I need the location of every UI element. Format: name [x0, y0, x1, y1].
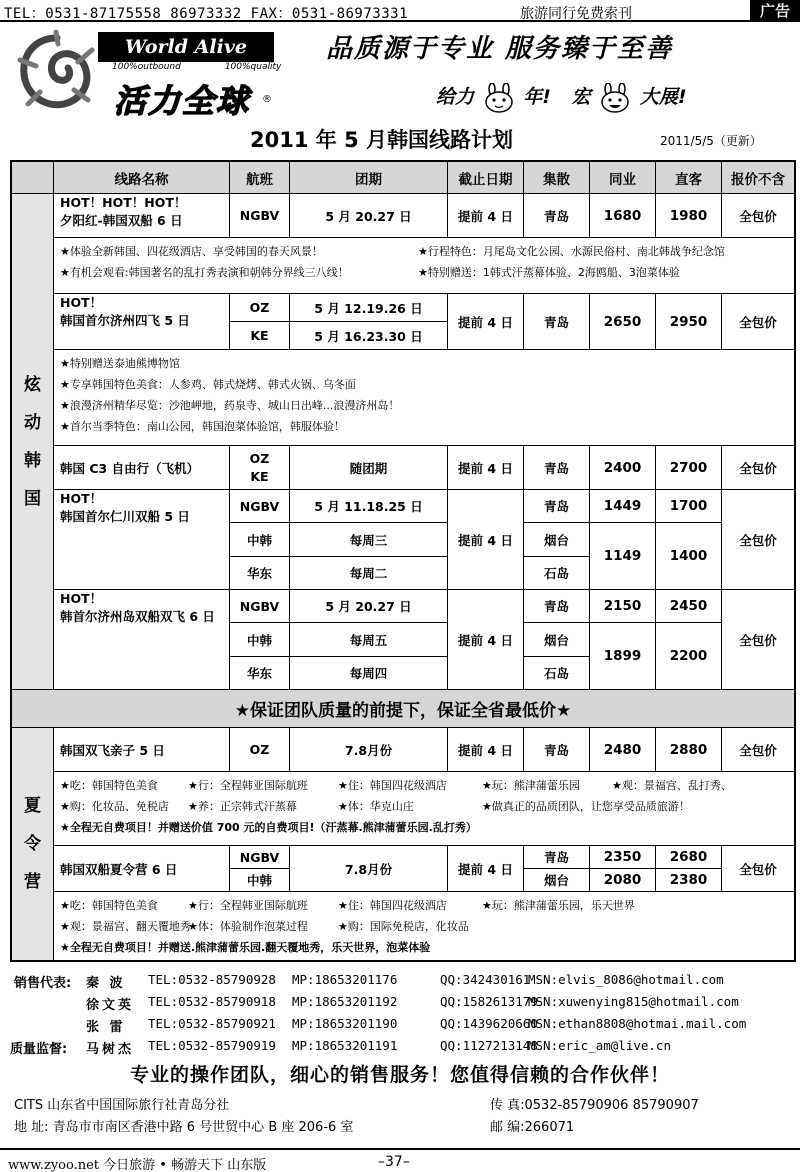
departure-city: 青岛 — [524, 728, 590, 772]
peer-price: 1149 — [590, 523, 656, 590]
route-name: 韩国双船夏令营 6 日 — [54, 846, 230, 892]
contact-mobile: MP:18653201190 — [292, 1016, 398, 1031]
route-name: 韩国 C3 自由行（飞机） — [54, 446, 230, 490]
highlight-line: ★专享韩国特色美食：人参鸡、韩式烧烤、韩式火锅、乌冬面 — [60, 378, 356, 391]
route-name — [54, 590, 230, 690]
route-name — [54, 294, 230, 350]
slogan-rabbit-year — [436, 82, 687, 113]
direct-price: 2380 — [656, 869, 722, 892]
contact-msn: MSN:xuwenying815@hotmail.com — [528, 994, 739, 1009]
route-highlights — [54, 350, 794, 446]
flight: 中韩 — [230, 523, 290, 557]
route-table — [10, 160, 796, 962]
section-korea-char: 炫 — [24, 374, 41, 395]
departure-dates: 5 月 11.18.25 日 — [290, 490, 448, 523]
direct-price: 2450 — [656, 590, 722, 623]
price-note: 全包价 — [722, 446, 794, 490]
tagline-outbound: 100%outbound — [112, 62, 181, 72]
highlight-item: ★体：华克山庄 — [338, 800, 414, 813]
highlight-line: ★特别赠送泰迪熊博物馆 — [60, 357, 180, 370]
header-deadline: 截止日期 — [448, 162, 524, 194]
departure-city: 青岛 — [524, 294, 590, 350]
direct-price: 2680 — [656, 846, 722, 869]
section-korea — [12, 194, 54, 690]
highlight-item: ★行：全程韩亚国际航班 — [188, 899, 308, 912]
peer-price: 2080 — [590, 869, 656, 892]
section-korea-char: 动 — [24, 412, 41, 433]
contact-qq: QQ:1127213148 — [440, 1038, 538, 1053]
route-hot-tag: HOT！ — [60, 491, 103, 506]
departure-city: 石岛 — [524, 657, 590, 690]
direct-price: 1980 — [656, 194, 722, 238]
contact-qq: QQ:1582613179 — [440, 994, 538, 1009]
contact-name: 徐文英 — [86, 998, 135, 1013]
deadline: 提前 4 日 — [448, 194, 524, 238]
flight: 华东 — [230, 557, 290, 590]
bottom-bar — [0, 1148, 800, 1172]
highlight-line: ★浪漫济州精华尽览：沙池岬地，药泉寺、城山日出峰...浪漫济州岛！ — [60, 399, 400, 412]
header-peer-price: 同业 — [590, 162, 656, 194]
contact-qq: QQ:342430161 — [440, 972, 531, 987]
deadline: 提前 4 日 — [448, 590, 524, 690]
flight: OZ — [230, 294, 290, 322]
peer-price: 2480 — [590, 728, 656, 772]
lowest-price-banner: ★保证团队质量的前提下，保证全省最低价★ — [12, 690, 794, 728]
header-logo-area — [0, 24, 800, 120]
highlight-line — [60, 895, 788, 916]
highlight-item: ★做真正的品质团队，让您享受品质旅游！ — [482, 800, 690, 813]
departure-dates: 7.8月份 — [290, 728, 448, 772]
flight: NGBV — [230, 846, 290, 869]
departure-city: 青岛 — [524, 194, 590, 238]
price-note: 全包价 — [722, 194, 794, 238]
contact-tel: TEL:0532-85790921 — [148, 1016, 276, 1031]
flight: 华东 — [230, 657, 290, 690]
agency-contact: TEL：0531-87175558 86973332 FAX：0531-86973331 — [4, 6, 409, 22]
departure-dates: 每周五 — [290, 623, 448, 657]
route-highlights — [54, 892, 794, 960]
route-title: 韩国首尔仁川双船 5 日 — [60, 509, 190, 524]
route-name — [54, 490, 230, 590]
header-date: 团期 — [290, 162, 448, 194]
departure-dates: 每周四 — [290, 657, 448, 690]
flight-code: OZ — [249, 450, 270, 466]
deadline: 提前 4 日 — [448, 446, 524, 490]
departure-dates: 5 月 20.27 日 — [290, 590, 448, 623]
update-date: 2011/5/5（更新） — [660, 134, 762, 148]
contact-mobile: MP:18653201191 — [292, 1038, 398, 1053]
departure-city: 烟台 — [524, 623, 590, 657]
route-hot-tag: HOT！ — [60, 295, 103, 310]
flight: OZ — [230, 728, 290, 772]
flight: 中韩 — [230, 869, 290, 892]
swirl-logo-icon — [14, 30, 100, 114]
header-excludes: 报价不含 — [722, 162, 794, 194]
header-flight: 航班 — [230, 162, 290, 194]
highlight-item: ★行程特色：月尾岛文化公园、水源民俗村、南北韩战争纪念馆 — [418, 245, 725, 258]
flight-code: KE — [250, 468, 269, 484]
top-bar — [0, 0, 800, 22]
peer-price: 2350 — [590, 846, 656, 869]
highlight-line — [60, 241, 788, 262]
contact-name: 张 雷 — [86, 1020, 126, 1035]
section-summer-char: 营 — [24, 872, 41, 892]
section-korea-char: 韩 — [24, 450, 41, 471]
slogan-word-1: 给力 — [436, 86, 475, 108]
price-note: 全包价 — [722, 590, 794, 690]
direct-price: 1400 — [656, 523, 722, 590]
company-address: 地 址: 青岛市市南区香港中路 6 号世贸中心 B 座 206-6 室 — [14, 1120, 354, 1135]
contact-mobile: MP:18653201176 — [292, 972, 398, 987]
brand-en: World Alive Tour — [98, 32, 274, 62]
price-note: 全包价 — [722, 490, 794, 590]
plan-title-row — [0, 122, 800, 154]
highlight-item: ★吃：韩国特色美食 — [60, 779, 158, 792]
deadline: 提前 4 日 — [448, 294, 524, 350]
highlight-line: ★全程无自费项目！并赠送.熊津蒲蕾乐园.翻天覆地秀，乐天世界，泡菜体验 — [60, 941, 431, 954]
contact-name: 马树杰 — [86, 1042, 135, 1057]
highlight-item: ★玩：熊津蒲蕾乐园 — [482, 779, 580, 792]
flight: 中韩 — [230, 623, 290, 657]
departure-dates: 每周二 — [290, 557, 448, 590]
peer-price: 1449 — [590, 490, 656, 523]
route-hot-tag: HOT！ — [60, 591, 103, 606]
contact-mobile: MP:18653201192 — [292, 994, 398, 1009]
flight: KE — [230, 322, 290, 350]
departure-dates: 5 月 16.23.30 日 — [290, 322, 448, 350]
flight: NGBV — [230, 590, 290, 623]
flight — [230, 446, 290, 490]
header-blank — [12, 162, 54, 194]
price-note: 全包价 — [722, 846, 794, 892]
contact-tel: TEL:0532-85790919 — [148, 1038, 276, 1053]
free-copy-notice: 旅游同行免费索刊 — [520, 6, 632, 22]
section-summer — [12, 728, 54, 960]
flight: NGBV — [230, 194, 290, 238]
departure-city: 石岛 — [524, 557, 590, 590]
route-title: 韩首尔济州岛双船双飞 6 日 — [60, 609, 215, 624]
highlight-item: ★体：体验制作泡菜过程 — [188, 920, 308, 933]
deadline: 提前 4 日 — [448, 490, 524, 590]
highlight-item: ★住：韩国四花级酒店 — [338, 779, 447, 792]
departure-city: 青岛 — [524, 590, 590, 623]
tagline-quality: 100%quality — [224, 62, 282, 72]
price-note: 全包价 — [722, 294, 794, 350]
page-number: –37– — [378, 1154, 410, 1170]
slogan-word-4: 大展! — [639, 86, 687, 108]
direct-price: 2950 — [656, 294, 722, 350]
highlight-item: ★养：正宗韩式汗蒸幕 — [188, 800, 297, 813]
route-title: 韩国首尔济州四飞 5 日 — [60, 313, 190, 328]
highlight-item: ★观：景福宫、翻天覆地秀 — [60, 920, 191, 933]
header-direct-price: 直客 — [656, 162, 722, 194]
route-highlights — [54, 238, 794, 294]
highlight-item: ★特别赠送：1韩式汗蒸幕体验、2海鸥船、3泡菜体验 — [418, 266, 680, 279]
highlight-line — [60, 262, 788, 283]
section-korea-char: 国 — [24, 488, 41, 509]
magazine-site: www.zyoo.net 今日旅游 • 畅游天下 山东版 — [8, 1158, 267, 1172]
direct-price: 1700 — [656, 490, 722, 523]
route-highlights — [54, 772, 794, 846]
contact-role: 质量监督: — [10, 1042, 68, 1057]
departure-city: 青岛 — [524, 846, 590, 869]
header-city: 集散 — [524, 162, 590, 194]
contact-tel: TEL:0532-85790918 — [148, 994, 276, 1009]
price-note: 全包价 — [722, 728, 794, 772]
contact-role: 销售代表: — [14, 976, 72, 991]
contact-msn: MSN:ethan8808@hotmai.mail.com — [528, 1016, 747, 1031]
company-name: CITS 山东省中国国际旅行社青岛分社 — [14, 1098, 230, 1113]
section-summer-char: 令 — [24, 834, 41, 854]
departure-dates: 5 月 12.19.26 日 — [290, 294, 448, 322]
peer-price: 2650 — [590, 294, 656, 350]
departure-dates: 随团期 — [290, 446, 448, 490]
highlight-item: ★观：景福宫、乱打秀、 — [612, 779, 732, 792]
slogan-word-2: 年! — [523, 86, 551, 108]
company-zip: 邮 编:266071 — [490, 1120, 575, 1135]
registered-mark: ® — [262, 94, 272, 105]
brand-taglines — [112, 62, 281, 72]
highlight-item: ★购：国际免税店，化妆品 — [338, 920, 469, 933]
peer-price: 2400 — [590, 446, 656, 490]
slogan-main: 品质源于专业 服务臻于至善 — [326, 34, 674, 64]
departure-dates: 每周三 — [290, 523, 448, 557]
highlight-line — [60, 796, 788, 817]
departure-city: 烟台 — [524, 523, 590, 557]
highlight-item: ★体验全新韩国、四花级酒店、享受韩国的春天风景！ — [60, 245, 323, 258]
contact-tel: TEL:0532-85790928 — [148, 972, 276, 987]
departure-city: 青岛 — [524, 446, 590, 490]
highlight-item: ★玩：熊津蒲蕾乐园，乐天世界 — [482, 899, 635, 912]
highlight-item: ★购：化妆品、免税店 — [60, 800, 169, 813]
highlight-line: ★全程无自费项目！并赠送价值 700 元的自费项目!（汗蒸幕.熊津蒲蕾乐园.乱打秀） — [60, 821, 477, 834]
rabbit-face-icon — [481, 83, 517, 113]
brand-cn: 活力全球 — [114, 82, 251, 120]
rabbit-face-icon — [597, 83, 633, 113]
highlight-item: ★住：韩国四花级酒店 — [338, 899, 447, 912]
deadline: 提前 4 日 — [448, 728, 524, 772]
highlight-item: ★吃：韩国特色美食 — [60, 899, 158, 912]
departure-city: 烟台 — [524, 869, 590, 892]
contact-msn: MSN:eric_am@live.cn — [528, 1038, 671, 1053]
service-motto: 专业的操作团队，细心的销售服务！您值得信赖的合作伙伴！ — [129, 1064, 670, 1086]
departure-city: 青岛 — [524, 490, 590, 523]
flight: NGBV — [230, 490, 290, 523]
contact-name: 秦 波 — [86, 976, 126, 991]
ad-badge: 广告 — [750, 0, 800, 22]
header-route: 线路名称 — [54, 162, 230, 194]
peer-price: 1899 — [590, 623, 656, 690]
highlight-line — [60, 916, 788, 937]
highlight-line — [60, 775, 788, 796]
highlight-item: ★有机会观看:韩国著名的乱打秀表演和朝韩分界线三八线！ — [60, 266, 349, 279]
route-hot-tag: HOT！HOT！HOT！ — [60, 195, 187, 210]
departure-dates: 7.8月份 — [290, 846, 448, 892]
highlight-item: ★行：全程韩亚国际航班 — [188, 779, 308, 792]
highlight-line: ★首尔当季特色：南山公园，韩国泡菜体验馆，韩服体验！ — [60, 420, 345, 433]
route-name — [54, 194, 230, 238]
departure-dates: 5 月 20.27 日 — [290, 194, 448, 238]
section-summer-char: 夏 — [24, 796, 41, 816]
peer-price: 1680 — [590, 194, 656, 238]
peer-price: 2150 — [590, 590, 656, 623]
route-name: 韩国双飞亲子 5 日 — [54, 728, 230, 772]
contact-msn: MSN:elvis_8086@hotmail.com — [528, 972, 724, 987]
slogan-word-3: 宏 — [571, 86, 591, 108]
direct-price: 2700 — [656, 446, 722, 490]
plan-title: 2011 年 5 月韩国线路计划 — [250, 128, 513, 152]
route-title: 夕阳红-韩国双船 6 日 — [60, 213, 183, 228]
deadline: 提前 4 日 — [448, 846, 524, 892]
company-fax: 传 真:0532-85790906 85790907 — [490, 1098, 699, 1113]
direct-price: 2880 — [656, 728, 722, 772]
contact-qq: QQ:1439620660 — [440, 1016, 538, 1031]
direct-price: 2200 — [656, 623, 722, 690]
